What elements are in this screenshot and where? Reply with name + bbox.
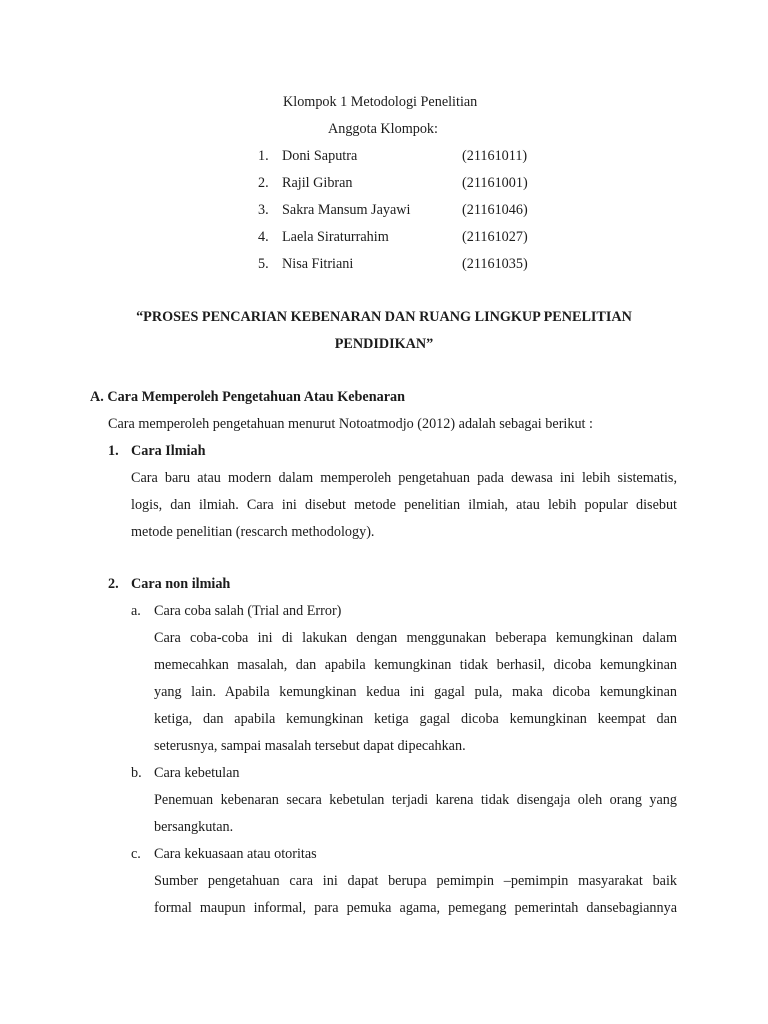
- member-id: (21161001): [462, 175, 528, 191]
- document-title-line2: PENDIDIKAN”: [334, 336, 434, 352]
- item2-number: 2.: [108, 576, 119, 592]
- section-a-heading: A. Cara Memperoleh Pengetahuan Atau Kebenaran: [90, 389, 405, 405]
- member-number: 4.: [258, 229, 269, 245]
- member-number: 3.: [258, 202, 269, 218]
- member-name: Doni Saputra: [282, 148, 358, 164]
- member-number: 1.: [258, 148, 269, 164]
- member-id: (21161046): [462, 202, 528, 218]
- document-title-line1: “PROSES PENCARIAN KEBENARAN DAN RUANG LINGKUP PENELITIAN: [136, 309, 632, 325]
- subitem-a-line: ketiga, dan apabila kemungkinan ketiga gagal dicoba kemungkinan keempat dan: [154, 711, 677, 727]
- item1-line: Cara baru atau modern dalam memperoleh pengetahuan pada dewasa ini lebih sistematis,: [131, 470, 677, 486]
- member-name: Nisa Fitriani: [282, 256, 354, 272]
- member-name: Laela Siraturrahim: [282, 229, 389, 245]
- subitem-a-letter: a.: [131, 603, 141, 619]
- item1-heading: Cara Ilmiah: [131, 443, 206, 459]
- subitem-c-line: formal maupun informal, para pemuka agama, pemegang pemerintah dansebagiannya: [154, 900, 677, 916]
- subitem-a-line: seterusnya, sampai masalah tersebut dapat dipecahkan.: [154, 738, 466, 754]
- member-number: 5.: [258, 256, 269, 272]
- subitem-a-title: Cara coba salah (Trial and Error): [154, 603, 342, 619]
- subitem-a-line: Cara coba-coba ini di lakukan dengan menggunakan beberapa kemungkinan dalam: [154, 630, 677, 646]
- subitem-b-title: Cara kebetulan: [154, 765, 240, 781]
- group-title: Klompok 1 Metodologi Penelitian: [283, 94, 478, 110]
- member-number: 2.: [258, 175, 269, 191]
- subitem-c-title: Cara kekuasaan atau otoritas: [154, 846, 317, 862]
- subitem-c-line: Sumber pengetahuan cara ini dapat berupa pemimpin –pemimpin masyarakat baik: [154, 873, 677, 889]
- member-id: (21161011): [462, 148, 528, 164]
- member-id: (21161035): [462, 256, 528, 272]
- member-name: Rajil Gibran: [282, 175, 353, 191]
- member-name: Sakra Mansum Jayawi: [282, 202, 411, 218]
- item1-number: 1.: [108, 443, 119, 459]
- member-id: (21161027): [462, 229, 528, 245]
- item2-heading: Cara non ilmiah: [131, 576, 231, 592]
- item1-line: logis, dan ilmiah. Cara ini disebut metode penelitian ilmiah, atau lebih popular disebut: [131, 497, 677, 513]
- members-label: Anggota Klompok:: [328, 121, 438, 137]
- item1-line: metode penelitian (rescarch methodology).: [131, 524, 375, 540]
- subitem-c-letter: c.: [131, 846, 141, 862]
- subitem-b-letter: b.: [131, 765, 142, 781]
- section-a-intro: Cara memperoleh pengetahuan menurut Notoatmodjo (2012) adalah sebagai berikut :: [108, 416, 593, 432]
- subitem-b-line: bersangkutan.: [154, 819, 234, 835]
- subitem-a-line: memecahkan masalah, dan apabila kemungkinan tidak berhasil, dicoba kemungkinan: [154, 657, 677, 673]
- subitem-a-line: yang lain. Apabila kemungkinan kedua ini gagal pula, maka dicoba kemungkinan: [154, 684, 677, 700]
- subitem-b-line: Penemuan kebenaran secara kebetulan terjadi karena tidak disengaja oleh orang yang: [154, 792, 677, 808]
